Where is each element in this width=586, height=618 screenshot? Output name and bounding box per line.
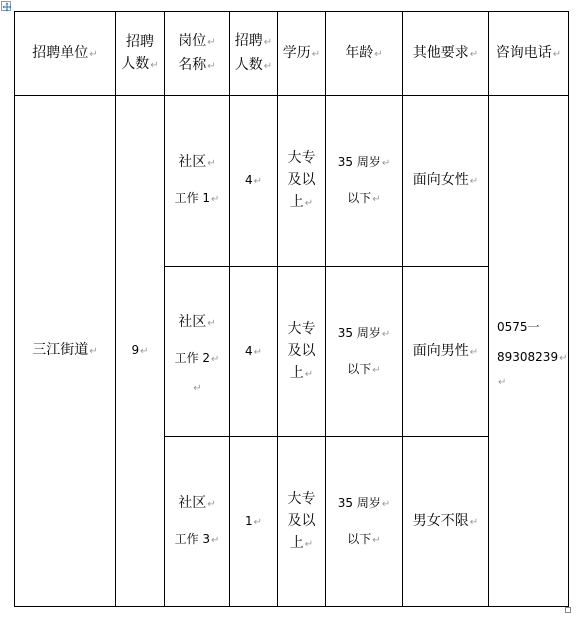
header-phone: 咨询电话↵ xyxy=(495,44,562,61)
phone-cell: 0575一 89308239↵ ↵ xyxy=(497,320,568,388)
total-cell: 9↵ xyxy=(131,343,149,357)
row-1-quota: 4↵ xyxy=(244,173,263,187)
row-1-age: 35 周岁↵ 以下↵ xyxy=(337,155,391,205)
row-2-quota: 4↵ xyxy=(244,343,263,358)
row-2-post: 社区↵ 工作 2↵ ↵ xyxy=(174,313,220,394)
row-1-post: 社区↵ 工作 1↵ xyxy=(174,154,220,205)
row-3-age: 35 周岁↵ 以下↵ xyxy=(337,495,391,546)
header-age: 年龄↵ xyxy=(345,44,383,61)
row-3-education: 大专 及以 上↵ xyxy=(287,490,316,551)
header-post: 岗位↵ 名称↵ xyxy=(178,32,216,73)
header-quota: 招聘↵ 人数↵ xyxy=(234,32,273,73)
row-1-education: 大专 及以 上↵ xyxy=(287,150,316,210)
row-3-other: 男女不限↵ xyxy=(412,512,479,529)
header-education: 学历↵ xyxy=(282,44,321,61)
row-3-quota: 1↵ xyxy=(244,513,263,528)
row-1-other: 面向女性↵ xyxy=(412,172,479,188)
header-unit: 招聘单位↵ xyxy=(32,44,98,61)
header-other: 其他要求↵ xyxy=(412,44,479,61)
row-2-education: 大专 及以 上↵ xyxy=(287,320,316,381)
row-3-post: 社区↵ 工作 3↵ xyxy=(174,494,220,546)
table-resize-icon[interactable] xyxy=(565,607,571,613)
unit-cell: 三江街道↵ xyxy=(32,342,98,358)
row-2-other: 面向男性↵ xyxy=(412,342,479,359)
row-2-age: 35 周岁↵ 以下↵ xyxy=(337,325,391,376)
header-total: 招聘 人数↵ xyxy=(121,33,159,72)
